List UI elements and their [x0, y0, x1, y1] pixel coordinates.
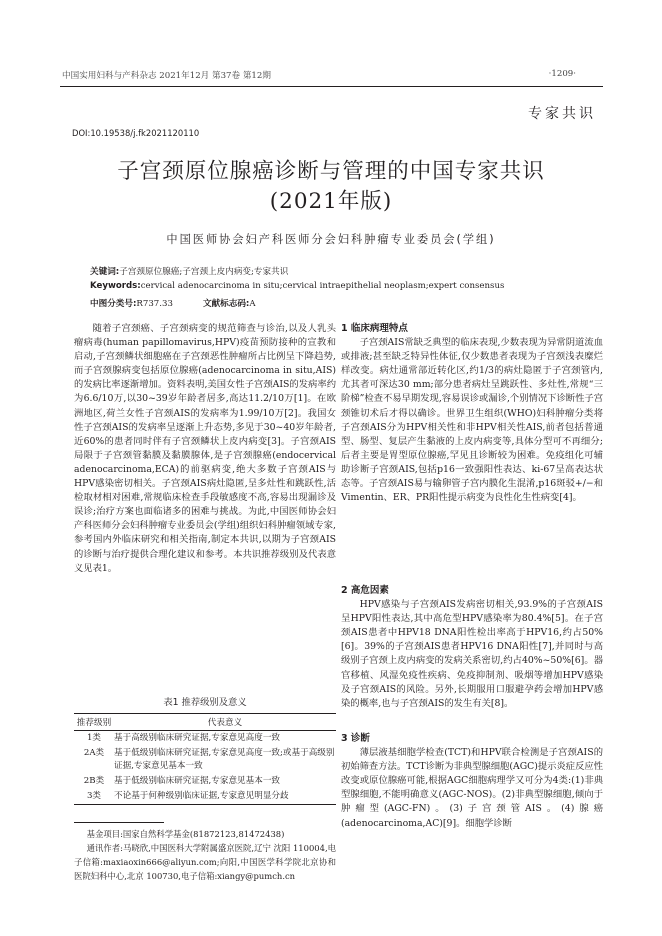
funding-note: 基金项目:国家自然科学基金(81872123,81472438) — [86, 829, 285, 839]
article-category: 专家共识 — [528, 106, 596, 122]
keywords-cn-label: 关键词: — [90, 267, 120, 277]
table-cell: 基于低级别临床研究证据,专家意见高度一致;或基于高级别证据,专家意见基本一致 — [114, 748, 335, 771]
keywords-cn — [90, 265, 288, 277]
doi: DOI:10.19538/j.fk2021120110 — [72, 128, 200, 138]
clc-label: 中图分类号: — [90, 299, 137, 309]
table-header: 推荐级别 — [74, 714, 114, 731]
section-3 — [341, 732, 603, 831]
article-title-edition: (2021年版) — [269, 189, 393, 214]
keywords-en-label: Keywords: — [90, 281, 141, 291]
table-cell: 1类 — [86, 733, 102, 743]
table-row — [74, 746, 336, 774]
section-2 — [341, 584, 603, 711]
footnote — [74, 827, 336, 883]
keywords-cn-text: 子宫颈原位腺癌;子宫颈上皮内病变;专家共识 — [119, 267, 289, 277]
section-paragraph: 薄层液基细胞学检查(TCT)和HPV联合检测是子宫颈AIS的初始筛查方法。TCT诊断为非典型腺细胞(AGC)提示炎症反应性改变或原位腺癌可能,根据AGC细胞病理学又可分为4类:(1)非典型腺细胞,不能明确意义(AGC-NOS)。(2)非典型腺细胞,倾向于肿瘤型(AGC-FN)。(3)子宫颈管AIS。(4)腺癌(adenocarcinoma,AC)[9]。细胞学诊断 — [341, 747, 603, 829]
table-cell: 2A类 — [83, 748, 105, 758]
table-cell: 2B类 — [83, 776, 105, 786]
table-row — [74, 789, 336, 805]
keywords-en — [90, 281, 504, 291]
table-header: 代表意义 — [114, 714, 336, 731]
section-paragraph: 子宫颈AIS常缺乏典型的临床表现,少数表现为异常阴道流血或排液;甚至缺乏特异性体征,仅少数患者表现为子宫颈浅表糜烂样改变。病灶通常部近转化区,约1/3的病灶隐匿于子宫颈管内,尤其者可深达30 mm;部分患者病灶呈跳跃性、多灶性,常规“三阶梯”检查不易早期发现,容易误诊或漏诊,个别情况下诊断性子宫颈锥切术后才得以确诊。世界卫生组织(WHO)妇科肿瘤分类将子宫颈AIS分为HPV相关性和非HPV相关性AIS,前者包括普通型、肠型、复层产生黏液的上皮内病变等,具体分型可不再细分;后者主要是胃型原位腺癌,罕见且诊断较为困难。免疫组化可辅助诊断子宫颈AIS,包括p16一致强阳性表达、ki-67呈高表达状态等。子宫颈AIS易与输卵管子宫内膜化生混淆,p16斑驳+/−和Vimentin、ER、PR阳性提示病变为良性化生性病变[4]。 — [341, 337, 603, 504]
clc-value: R737.33 — [136, 299, 173, 309]
table-cell: 基于低级别临床研究证据,专家意见基本一致 — [114, 776, 281, 786]
article-title: 子宫颈原位腺癌诊断与管理的中国专家共识 — [117, 159, 545, 184]
section-heading: 3 诊断 — [341, 733, 370, 744]
doc-code-label: 文献标志码: — [202, 299, 250, 309]
corresponding-author-note: 通讯作者:马晓欣,中国医科大学附属盛京医院,辽宁 沈阳 110004,电子信箱:maxiaoxin666@aliyun.com;向阳,中国医学科学院北京协和医院妇科中心,北京 100730,电子信箱:xiangy@pumch.cn — [74, 843, 336, 881]
intro-paragraph: 随着子宫颈癌、子宫颈病变的规范筛查与诊治,以及人乳头瘤病毒(human papillomavirus,HPV)疫苗预防接种的宣教和启动,子宫颈鳞状细胞癌在子宫颈恶性肿瘤所占比例呈下降趋势,而子宫颈腺病变包括原位腺癌(adenocarcinoma in situ,AIS)的发病比率逐渐增加。资料表明,美国女性子宫颈AIS的发病率约为6.6/10万,以30~39岁年龄者居多,高达11.2/10万[1]。在欧洲地区,荷兰女性子宫颈AIS的发病率为1.99/10万[2]。我国女性子宫颈AIS的发病率呈逐渐上升态势,多见于30~40岁年龄者,近60%的患者同时伴有子宫颈鳞状上皮内病变[3]。子宫颈AIS局限于子宫颈管黏膜及黏膜腺体,是子宫颈腺癌(endocervical adenocarcinoma,ECA)的前驱病变,绝大多数子宫颈AIS与HPV感染密切相关。子宫颈AIS病灶隐匿,呈多灶性和跳跃性,活检取材相对困难,常规临床检查手段敏感度不高,容易出现漏诊及误诊;治疗方案也面临诸多的困难与挑战。为此,中国医师协会妇产科医师分会妇科肿瘤专业委员会(学组)组织妇科肿瘤领域专家,参考国内外临床研究和相关指南,制定本共识,以期为子宫颈AIS的诊断与治疗提供合理化建议和参考。本共识推荐级别及代表意义见表1。 — [74, 323, 336, 574]
table-cell: 不论基于何种级别临床证据,专家意见明显分歧 — [114, 789, 336, 805]
classification — [90, 297, 256, 309]
table-row — [74, 731, 336, 747]
section-paragraph: HPV感染与子宫颈AIS发病密切相关,93.9%的子宫颈AIS呈HPV阳性表达,其中高危型HPV感染率为80.4%[5]。在子宫颈AIS患者中HPV18 DNA阳性检出率高于HPV16,约占50%[6]。39%的子宫颈AIS患者HPV16 DNA阳性[7],并同时与高级别子宫颈上皮内病变的发病关系密切,约占40%~50%[6]。器官移植、风湿免疫性疾病、免疫抑制剂、吸烟等增加HPV感染及子宫颈AIS的风险。另外,长期服用口服避孕药会增加HPV感染的概率,也与子宫颈AIS的发生有关[8]。 — [341, 599, 603, 709]
section-heading: 2 高危因素 — [341, 585, 389, 596]
authors: 中国医师协会妇产科医师分会妇科肿瘤专业委员会(学组) — [166, 233, 496, 246]
table-cell: 基于高级别临床研究证据,专家意见高度一致 — [114, 733, 281, 743]
table-caption: 表1 推荐级别及意义 — [163, 697, 247, 708]
table-row — [74, 774, 336, 789]
page-number: ·1209· — [548, 69, 576, 79]
running-title: 中国实用妇科与产科杂志 2021年12月 第37卷 第12期 — [62, 71, 271, 81]
section-1 — [341, 322, 603, 505]
header-rule — [60, 86, 603, 87]
recommendation-table — [74, 713, 336, 805]
doc-code-value: A — [249, 299, 256, 309]
keywords-en-text: cervical adenocarcinoma in situ;cervical intraepithelial neoplasm;expert consensus — [140, 281, 505, 291]
section-heading: 1 临床病理特点 — [341, 323, 408, 334]
table-cell: 3类 — [74, 789, 114, 805]
footnote-rule — [74, 822, 164, 823]
